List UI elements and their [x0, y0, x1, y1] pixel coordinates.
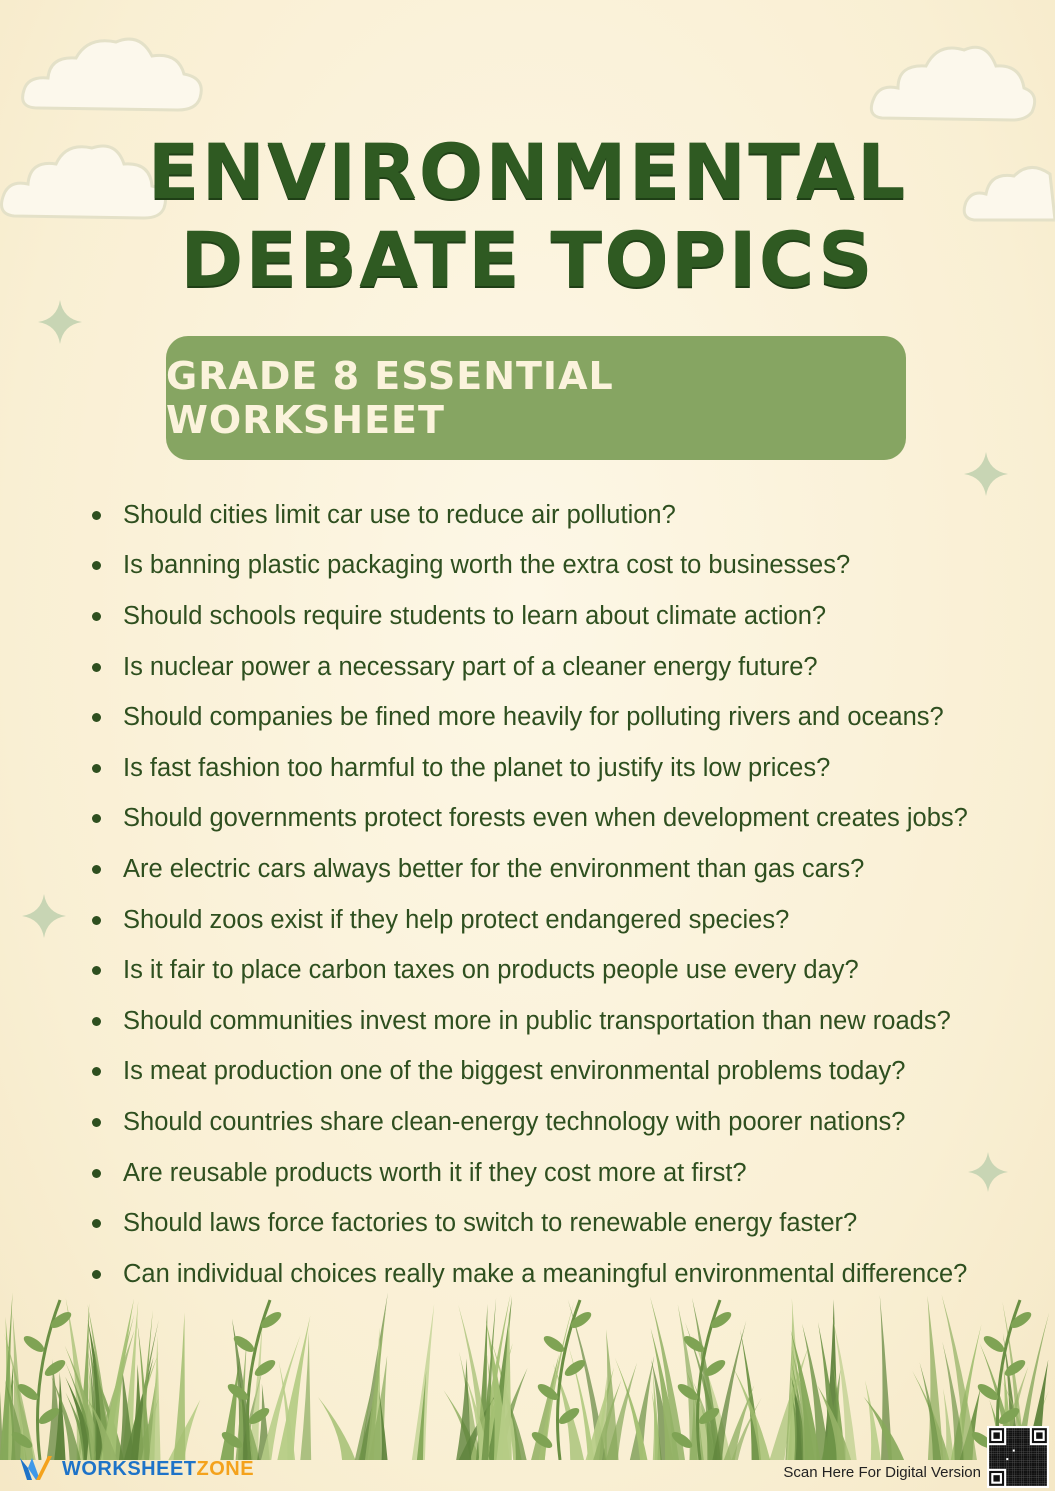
bullet-icon	[92, 916, 101, 925]
bullet-icon	[92, 1067, 101, 1076]
list-item: Should cities limit car use to reduce air pollution?	[84, 490, 984, 541]
list-item: Should companies be fined more heavily for polluting rivers and oceans?	[84, 692, 984, 743]
list-item: Is it fair to place carbon taxes on products people use every day?	[84, 945, 984, 996]
footer	[0, 1440, 1055, 1491]
list-item: Are reusable products worth it if they cost more at first?	[84, 1148, 984, 1199]
bullet-icon	[92, 1270, 101, 1279]
bullet-icon	[92, 865, 101, 874]
bullet-icon	[92, 764, 101, 773]
bullet-icon	[92, 561, 101, 570]
brand-name: WORKSHEETZONE	[62, 1457, 255, 1480]
cloud-icon	[868, 30, 1038, 130]
list-item: Is meat production one of the biggest environmental problems today?	[84, 1047, 984, 1098]
list-item: Is banning plastic packaging worth the extra cost to businesses?	[84, 541, 984, 592]
brand-logo[interactable]	[18, 1454, 254, 1484]
bullet-icon	[92, 1219, 101, 1228]
sparkle-icon	[22, 894, 66, 938]
bullet-icon	[92, 612, 101, 621]
subtitle-banner	[166, 336, 906, 460]
page-title	[0, 128, 1055, 304]
sparkle-icon	[38, 300, 82, 344]
topics-list	[84, 490, 984, 1300]
list-item: Can individual choices really make a meaningful environmental difference?	[84, 1249, 984, 1300]
bullet-icon	[92, 1169, 101, 1178]
list-item: Should schools require students to learn about climate action?	[84, 591, 984, 642]
bullet-icon	[92, 511, 101, 520]
worksheetzone-logo-icon	[18, 1454, 54, 1484]
bullet-icon	[92, 713, 101, 722]
list-item: Should laws force factories to switch to renewable energy faster?	[84, 1198, 984, 1249]
qr-code-icon[interactable]	[987, 1426, 1049, 1488]
list-item: Should governments protect forests even when development creates jobs?	[84, 794, 984, 845]
scan-caption: Scan Here For Digital Version	[783, 1464, 981, 1481]
bullet-icon	[92, 663, 101, 672]
bullet-icon	[92, 1017, 101, 1026]
list-item: Are electric cars always better for the environment than gas cars?	[84, 844, 984, 895]
grass-decoration	[0, 1280, 1055, 1460]
bullet-icon	[92, 814, 101, 823]
title-line-2: DEBATE TOPICS	[180, 215, 875, 304]
list-item: Is fast fashion too harmful to the planet to justify its low prices?	[84, 743, 984, 794]
list-item: Should countries share clean-energy technology with poorer nations?	[84, 1097, 984, 1148]
list-item: Should communities invest more in public transportation than new roads?	[84, 996, 984, 1047]
list-item: Is nuclear power a necessary part of a cleaner energy future?	[84, 642, 984, 693]
title-line-1: ENVIRONMENTAL	[147, 127, 908, 216]
cloud-icon	[18, 28, 208, 123]
bullet-icon	[92, 966, 101, 975]
list-item: Should zoos exist if they help protect endangered species?	[84, 895, 984, 946]
bullet-icon	[92, 1118, 101, 1127]
subtitle-text: GRADE 8 ESSENTIAL WORKSHEET	[166, 354, 614, 442]
